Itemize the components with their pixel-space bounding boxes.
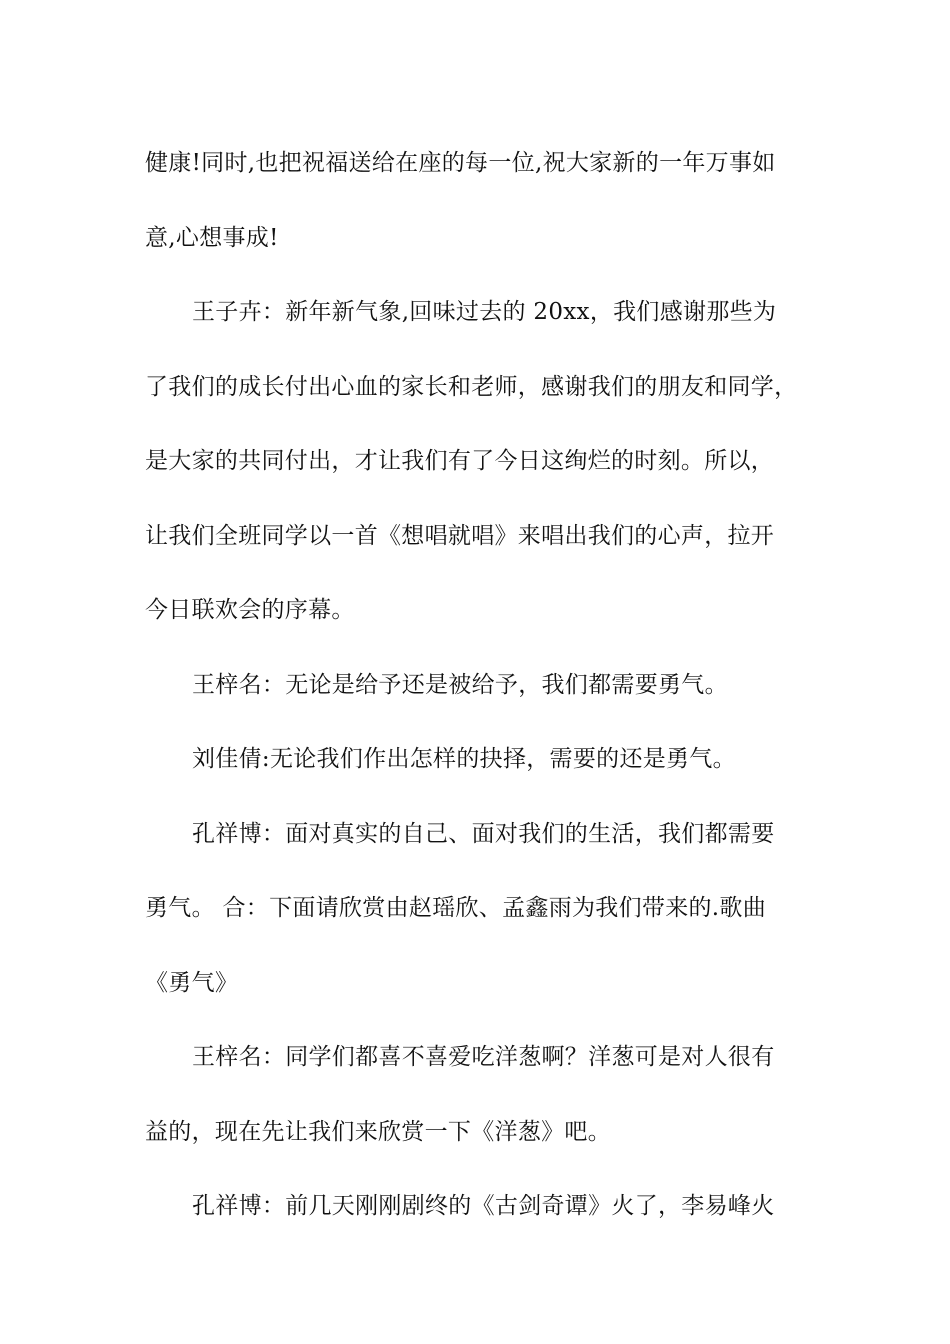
text-line: 益的，现在先让我们来欣赏一下《洋葱》吧。 <box>145 1118 611 1145</box>
text-line: 勇气。 合：下面请欣赏由赵瑶欣、孟鑫雨为我们带来的.歌曲 <box>145 895 767 921</box>
text-line: 王梓名：无论是给予还是被给予，我们都需要勇气。 <box>192 671 728 698</box>
text-line: 是大家的共同付出，才让我们有了今日这绚烂的时刻。所以， <box>145 448 775 474</box>
text-line: 王子卉：新年新气象,回味过去的 20xx，我们感谢那些为 <box>192 299 777 325</box>
document-body <box>145 126 810 1244</box>
text-line: 健康!同时,也把祝福送给在座的每一位,祝大家新的一年万事如 <box>145 150 776 176</box>
text-line: 让我们全班同学以一首《想唱就唱》来唱出我们的心声，拉开 <box>145 522 775 549</box>
text-line: 《勇气》 <box>145 969 239 996</box>
text-line: 孔祥博：面对真实的自己、面对我们的生活，我们都需要 <box>192 820 775 847</box>
text-line: 孔祥博：前几天刚刚剧终的《古剑奇谭》火了，李易峰火 <box>192 1193 775 1219</box>
text-line: 刘佳倩:无论我们作出怎样的抉择，需要的还是勇气。 <box>192 746 736 772</box>
text-line: 今日联欢会的序幕。 <box>145 597 355 623</box>
text-line: 王梓名：同学们都喜不喜爱吃洋葱啊？洋葱可是对人很有 <box>192 1044 775 1070</box>
text-line: 意,心想事成! <box>145 224 279 251</box>
text-line: 了我们的成长付出心血的家长和老师，感谢我们的朋友和同学， <box>145 373 798 400</box>
